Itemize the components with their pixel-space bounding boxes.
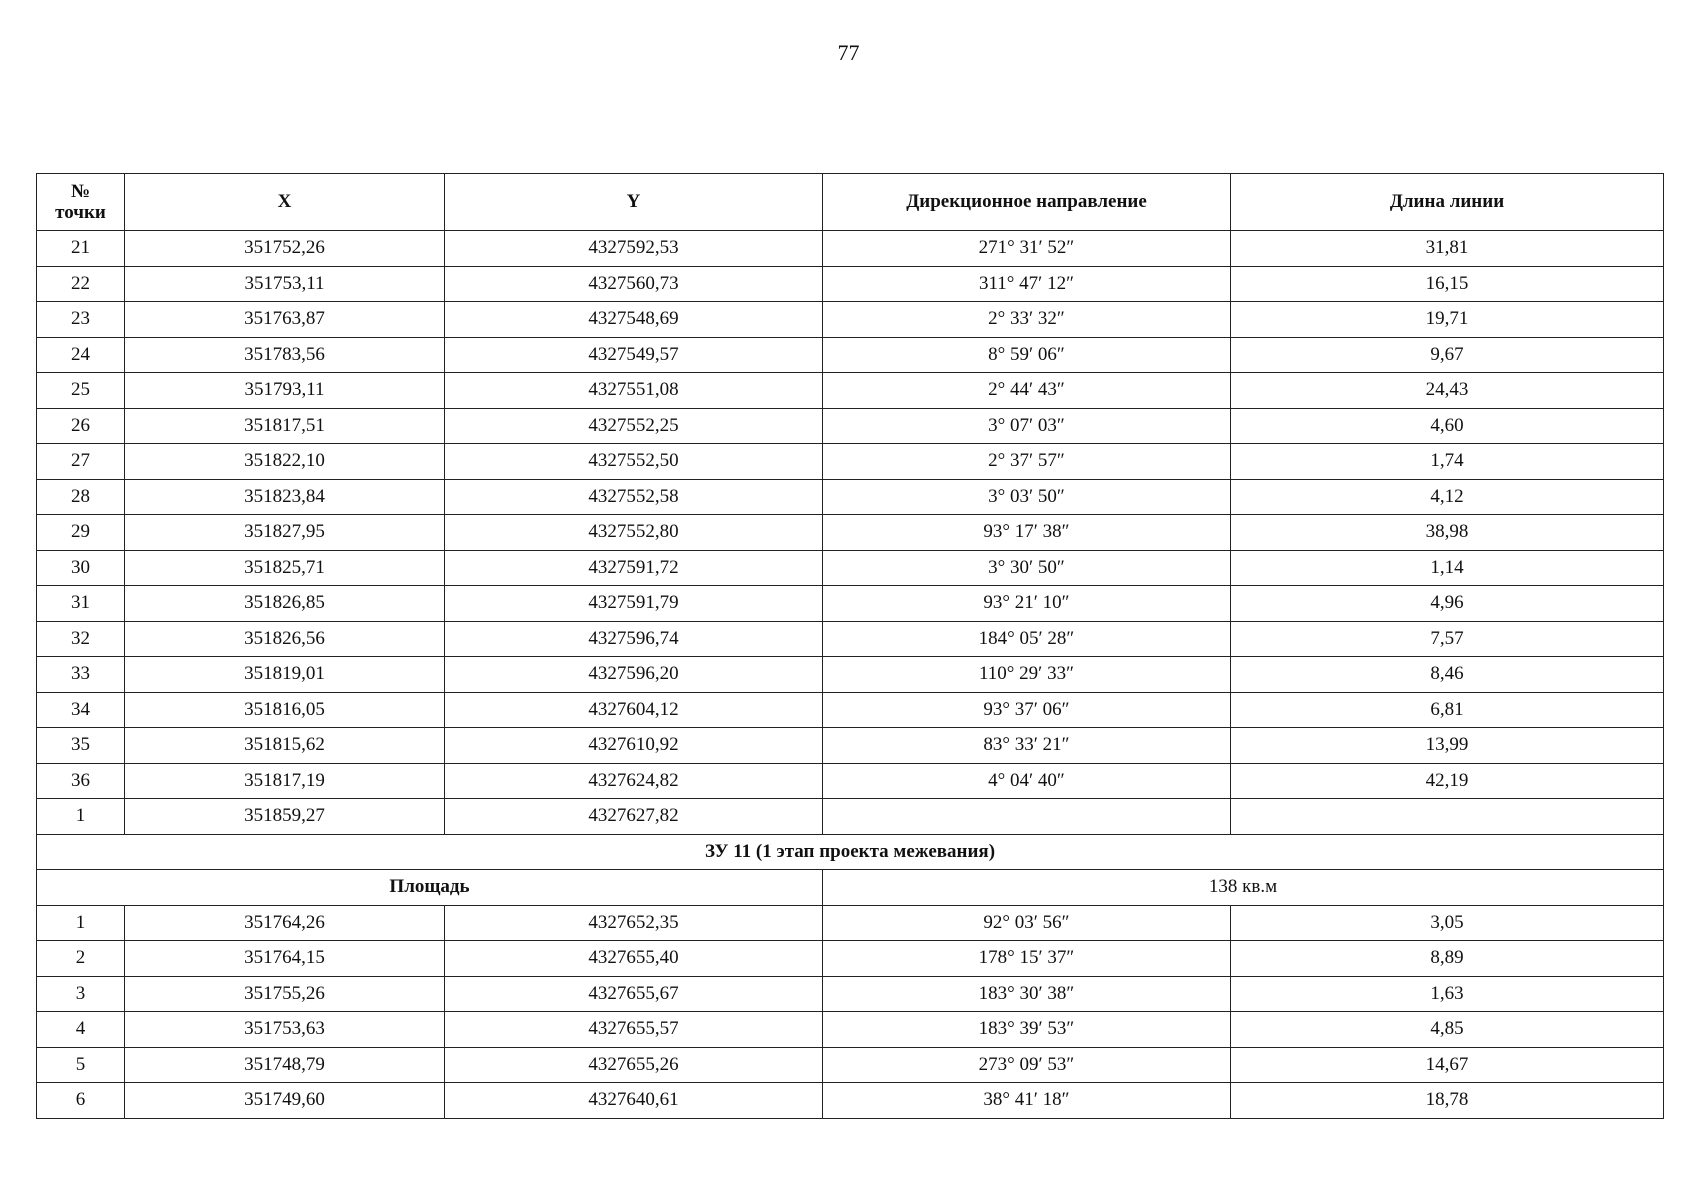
cell-direction: 2° 33′ 32″ <box>823 302 1231 338</box>
table-row <box>37 1012 1664 1048</box>
cell-direction: 183° 39′ 53″ <box>823 1012 1231 1048</box>
cell-y: 4327549,57 <box>445 337 823 373</box>
table-body-section <box>37 834 1664 905</box>
table-row <box>37 337 1664 373</box>
cell-x: 351753,63 <box>125 1012 445 1048</box>
cell-direction: 311° 47′ 12″ <box>823 266 1231 302</box>
cell-y: 4327592,53 <box>445 231 823 267</box>
cell-x: 351826,56 <box>125 621 445 657</box>
cell-length: 4,96 <box>1231 586 1664 622</box>
table-row <box>37 692 1664 728</box>
cell-direction: 93° 17′ 38″ <box>823 515 1231 551</box>
cell-length: 6,81 <box>1231 692 1664 728</box>
cell-y: 4327552,50 <box>445 444 823 480</box>
cell-direction: 183° 30′ 38″ <box>823 976 1231 1012</box>
cell-direction: 93° 37′ 06″ <box>823 692 1231 728</box>
table-row <box>37 799 1664 835</box>
cell-direction: 4° 04′ 40″ <box>823 763 1231 799</box>
cell-point-number: 26 <box>37 408 125 444</box>
cell-y: 4327655,67 <box>445 976 823 1012</box>
cell-direction: 271° 31′ 52″ <box>823 231 1231 267</box>
table-row <box>37 550 1664 586</box>
cell-direction: 3° 30′ 50″ <box>823 550 1231 586</box>
cell-length: 18,78 <box>1231 1083 1664 1119</box>
cell-x: 351793,11 <box>125 373 445 409</box>
cell-length: 24,43 <box>1231 373 1664 409</box>
table-row <box>37 1083 1664 1119</box>
cell-y: 4327610,92 <box>445 728 823 764</box>
cell-y: 4327652,35 <box>445 905 823 941</box>
table-row <box>37 302 1664 338</box>
table-row <box>37 763 1664 799</box>
cell-direction: 3° 03′ 50″ <box>823 479 1231 515</box>
cell-y: 4327640,61 <box>445 1083 823 1119</box>
cell-length: 38,98 <box>1231 515 1664 551</box>
cell-direction: 110° 29′ 33″ <box>823 657 1231 693</box>
cell-y: 4327591,72 <box>445 550 823 586</box>
cell-length: 8,89 <box>1231 941 1664 977</box>
cell-direction: 273° 09′ 53″ <box>823 1047 1231 1083</box>
cell-direction: 93° 21′ 10″ <box>823 586 1231 622</box>
cell-point-number: 23 <box>37 302 125 338</box>
cell-length: 4,12 <box>1231 479 1664 515</box>
table-row <box>37 515 1664 551</box>
coordinates-table <box>36 173 1664 1119</box>
header-point-number <box>37 174 125 231</box>
section-title-row <box>37 834 1664 870</box>
page-number: 77 <box>837 40 860 65</box>
cell-length: 19,71 <box>1231 302 1664 338</box>
table-row <box>37 408 1664 444</box>
cell-direction: 38° 41′ 18″ <box>823 1083 1231 1119</box>
cell-point-number: 30 <box>37 550 125 586</box>
cell-length <box>1231 799 1664 835</box>
cell-x: 351817,51 <box>125 408 445 444</box>
cell-point-number: 5 <box>37 1047 125 1083</box>
cell-length: 1,74 <box>1231 444 1664 480</box>
cell-x: 351748,79 <box>125 1047 445 1083</box>
cell-x: 351783,56 <box>125 337 445 373</box>
cell-y: 4327548,69 <box>445 302 823 338</box>
cell-y: 4327655,26 <box>445 1047 823 1083</box>
cell-x: 351817,19 <box>125 763 445 799</box>
cell-length: 3,05 <box>1231 905 1664 941</box>
cell-direction <box>823 799 1231 835</box>
cell-point-number: 4 <box>37 1012 125 1048</box>
table-row <box>37 444 1664 480</box>
cell-direction: 3° 07′ 03″ <box>823 408 1231 444</box>
table-row <box>37 1047 1664 1083</box>
table-body-first <box>37 231 1664 835</box>
cell-point-number: 2 <box>37 941 125 977</box>
cell-x: 351764,26 <box>125 905 445 941</box>
cell-x: 351825,71 <box>125 550 445 586</box>
cell-x: 351822,10 <box>125 444 445 480</box>
cell-y: 4327627,82 <box>445 799 823 835</box>
cell-length: 13,99 <box>1231 728 1664 764</box>
cell-x: 351827,95 <box>125 515 445 551</box>
cell-length: 4,85 <box>1231 1012 1664 1048</box>
cell-length: 14,67 <box>1231 1047 1664 1083</box>
header-y: Y <box>445 174 823 231</box>
cell-point-number: 3 <box>37 976 125 1012</box>
header-point-number-line2: точки <box>55 202 106 223</box>
header-length: Длина линии <box>1231 174 1664 231</box>
area-label: Площадь <box>37 870 823 906</box>
cell-length: 16,15 <box>1231 266 1664 302</box>
cell-point-number: 35 <box>37 728 125 764</box>
area-value: 138 кв.м <box>823 870 1664 906</box>
cell-point-number: 25 <box>37 373 125 409</box>
header-point-number-line1: № <box>70 181 91 202</box>
cell-point-number: 31 <box>37 586 125 622</box>
cell-x: 351819,01 <box>125 657 445 693</box>
cell-y: 4327596,74 <box>445 621 823 657</box>
cell-y: 4327624,82 <box>445 763 823 799</box>
table-row <box>37 657 1664 693</box>
section-title: ЗУ 11 (1 этап проекта межевания) <box>37 834 1664 870</box>
cell-x: 351763,87 <box>125 302 445 338</box>
table-row <box>37 976 1664 1012</box>
cell-point-number: 6 <box>37 1083 125 1119</box>
cell-length: 8,46 <box>1231 657 1664 693</box>
header-direction: Дирекционное направление <box>823 174 1231 231</box>
cell-y: 4327551,08 <box>445 373 823 409</box>
area-row <box>37 870 1664 906</box>
cell-point-number: 36 <box>37 763 125 799</box>
table-row <box>37 941 1664 977</box>
cell-y: 4327591,79 <box>445 586 823 622</box>
cell-point-number: 28 <box>37 479 125 515</box>
cell-point-number: 1 <box>37 905 125 941</box>
cell-length: 1,14 <box>1231 550 1664 586</box>
cell-y: 4327552,80 <box>445 515 823 551</box>
cell-x: 351752,26 <box>125 231 445 267</box>
cell-x: 351823,84 <box>125 479 445 515</box>
cell-direction: 92° 03′ 56″ <box>823 905 1231 941</box>
cell-point-number: 22 <box>37 266 125 302</box>
table-row <box>37 728 1664 764</box>
cell-y: 4327596,20 <box>445 657 823 693</box>
cell-y: 4327655,57 <box>445 1012 823 1048</box>
cell-y: 4327655,40 <box>445 941 823 977</box>
cell-point-number: 1 <box>37 799 125 835</box>
cell-point-number: 27 <box>37 444 125 480</box>
cell-length: 31,81 <box>1231 231 1664 267</box>
table-row <box>37 621 1664 657</box>
cell-x: 351749,60 <box>125 1083 445 1119</box>
cell-x: 351826,85 <box>125 586 445 622</box>
cell-length: 1,63 <box>1231 976 1664 1012</box>
cell-point-number: 32 <box>37 621 125 657</box>
cell-x: 351816,05 <box>125 692 445 728</box>
cell-point-number: 29 <box>37 515 125 551</box>
cell-direction: 2° 37′ 57″ <box>823 444 1231 480</box>
cell-y: 4327560,73 <box>445 266 823 302</box>
cell-x: 351764,15 <box>125 941 445 977</box>
cell-x: 351859,27 <box>125 799 445 835</box>
cell-length: 4,60 <box>1231 408 1664 444</box>
cell-direction: 83° 33′ 21″ <box>823 728 1231 764</box>
table-row <box>37 231 1664 267</box>
cell-direction: 178° 15′ 37″ <box>823 941 1231 977</box>
cell-length: 7,57 <box>1231 621 1664 657</box>
cell-y: 4327604,12 <box>445 692 823 728</box>
cell-length: 9,67 <box>1231 337 1664 373</box>
cell-y: 4327552,58 <box>445 479 823 515</box>
cell-x: 351815,62 <box>125 728 445 764</box>
table-row <box>37 373 1664 409</box>
cell-point-number: 21 <box>37 231 125 267</box>
cell-direction: 8° 59′ 06″ <box>823 337 1231 373</box>
cell-point-number: 34 <box>37 692 125 728</box>
header-x: X <box>125 174 445 231</box>
table-body-second <box>37 905 1664 1118</box>
cell-direction: 184° 05′ 28″ <box>823 621 1231 657</box>
cell-y: 4327552,25 <box>445 408 823 444</box>
cell-length: 42,19 <box>1231 763 1664 799</box>
cell-x: 351755,26 <box>125 976 445 1012</box>
table-header-row <box>37 174 1664 231</box>
cell-point-number: 24 <box>37 337 125 373</box>
table-row <box>37 479 1664 515</box>
cell-x: 351753,11 <box>125 266 445 302</box>
cell-direction: 2° 44′ 43″ <box>823 373 1231 409</box>
table-row <box>37 266 1664 302</box>
cell-point-number: 33 <box>37 657 125 693</box>
table-row <box>37 905 1664 941</box>
table-row <box>37 586 1664 622</box>
